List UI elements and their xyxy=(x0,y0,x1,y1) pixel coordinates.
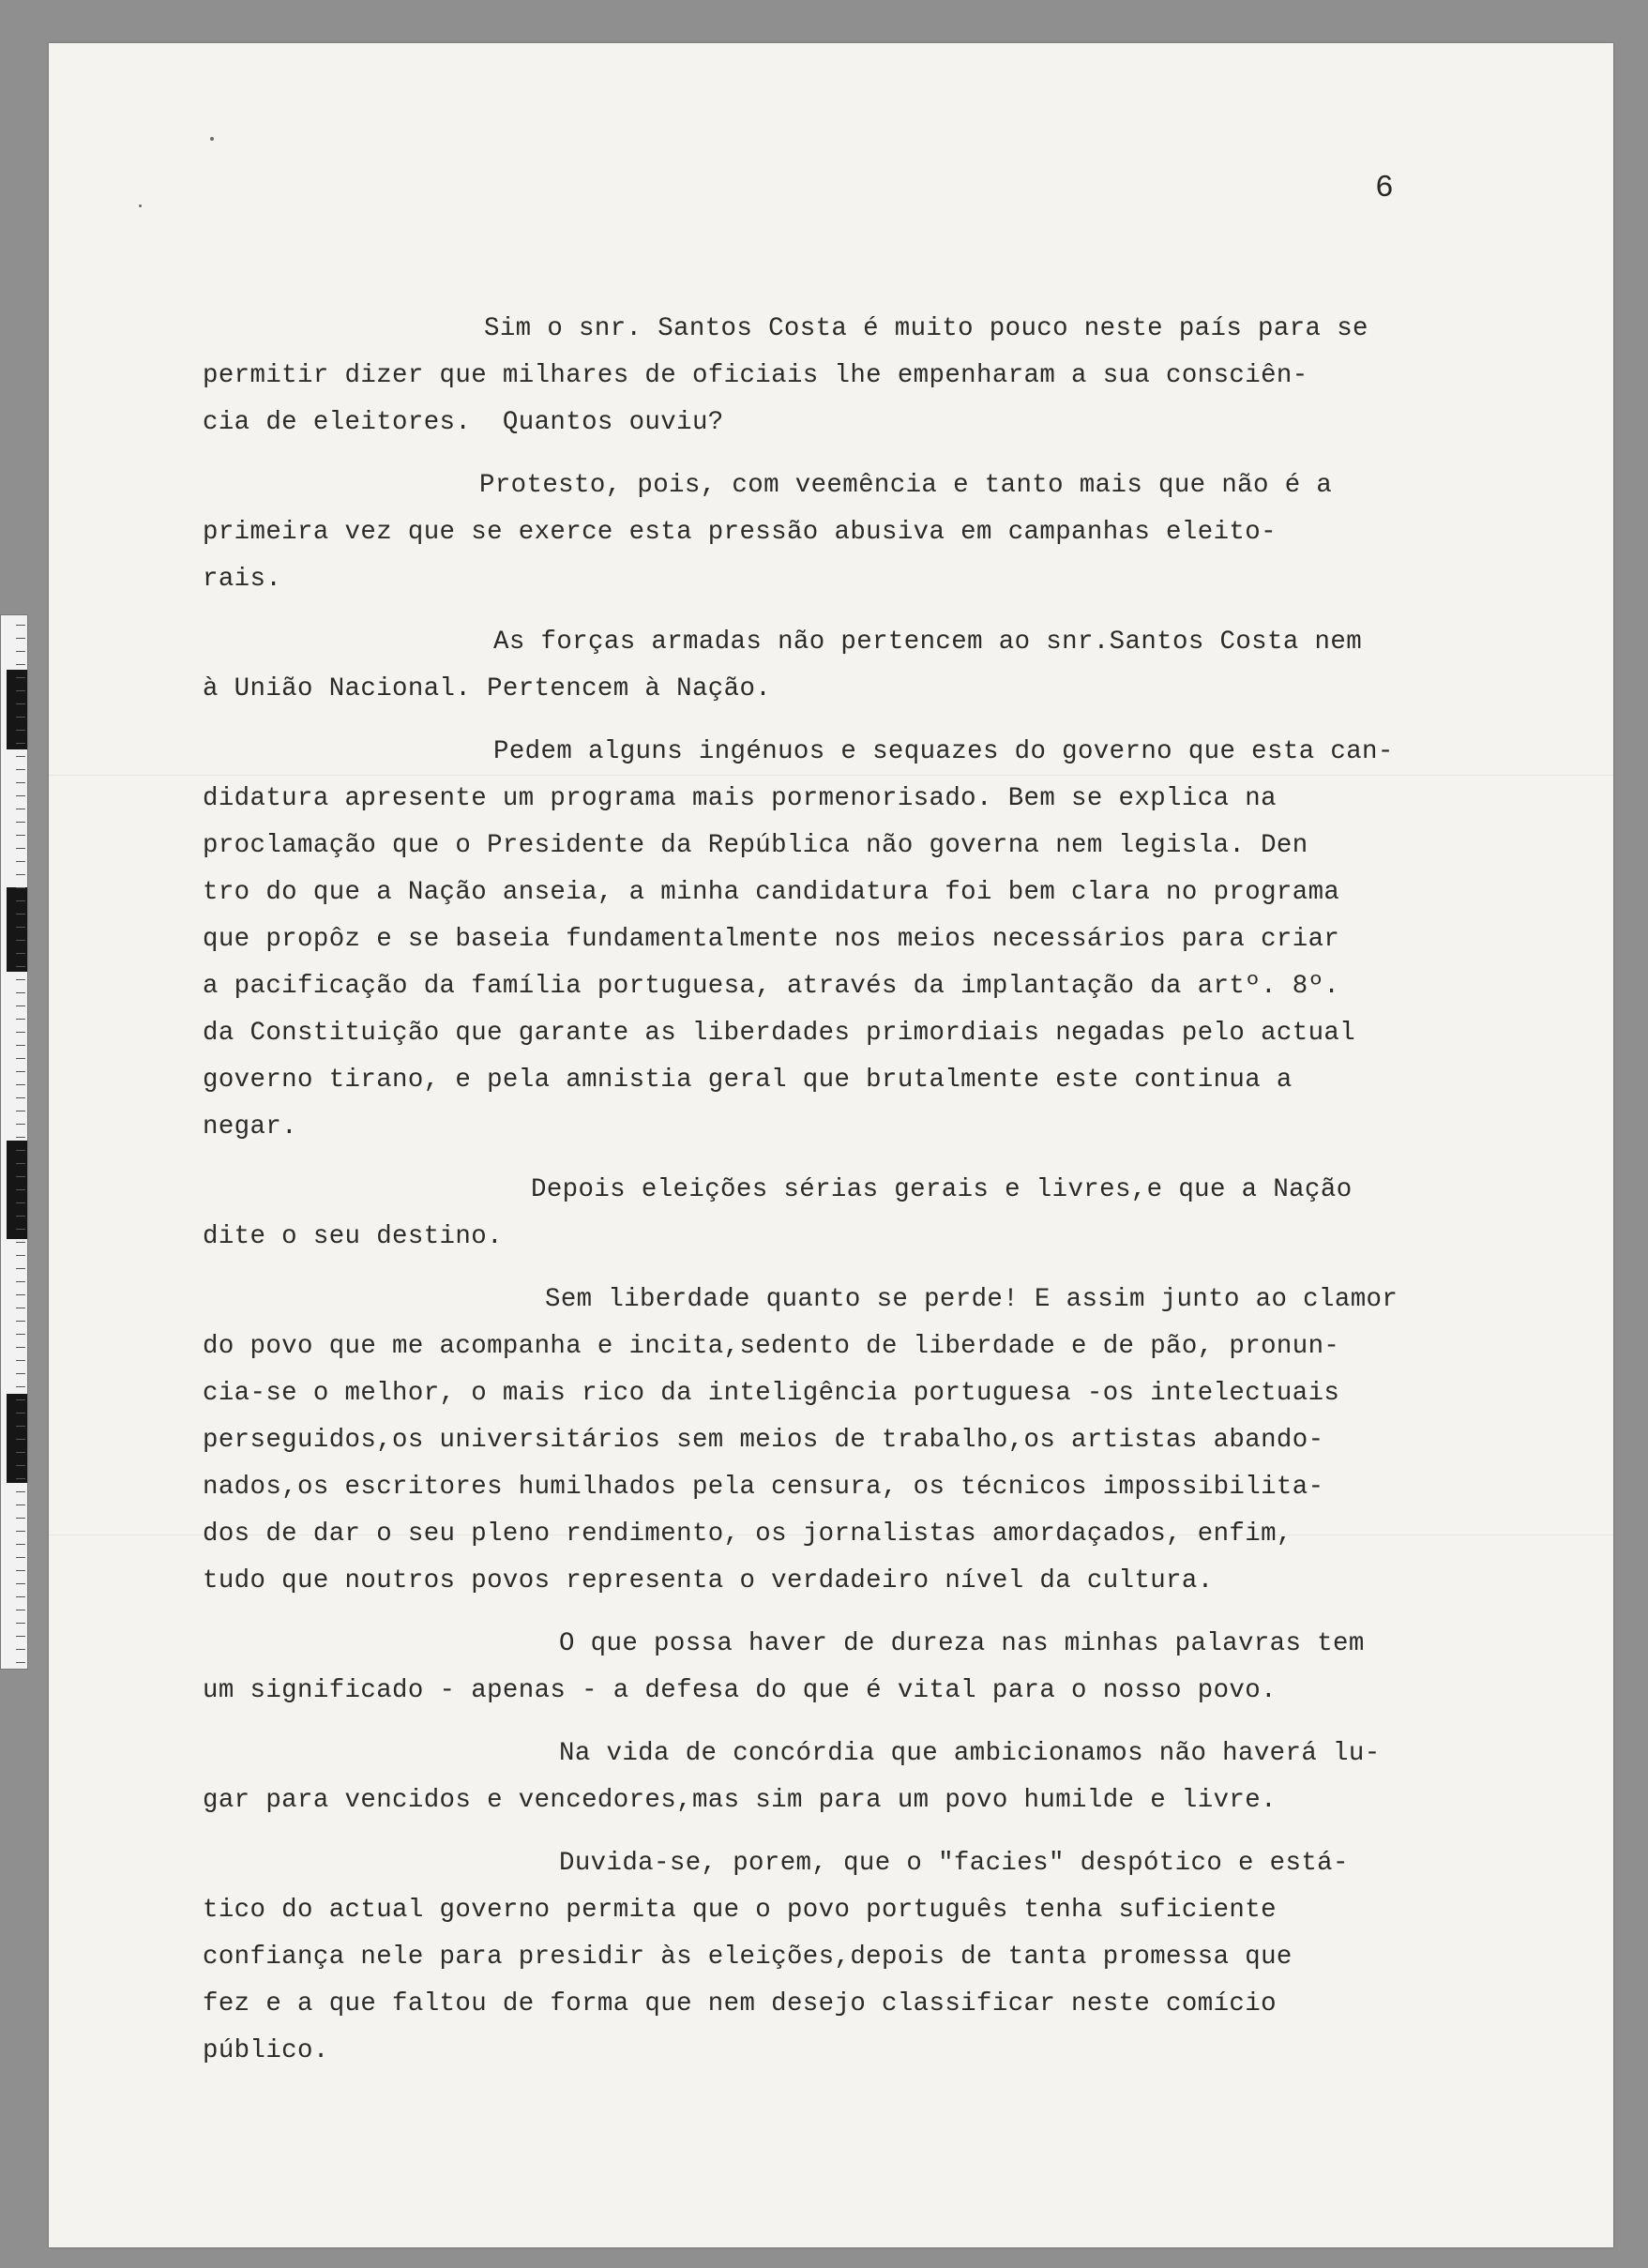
text-line: Sim o snr. Santos Costa é muito pouco neste país para se xyxy=(484,314,1368,343)
ruler-tick xyxy=(16,730,25,731)
ruler-tick xyxy=(16,1439,25,1440)
ruler-tick xyxy=(16,992,25,993)
text-line: rais. xyxy=(203,565,282,594)
text-line: primeira vez que se exerce esta pressão abusiva em campanhas eleito- xyxy=(203,518,1277,547)
text-line: As forças armadas não pertencem ao snr.Santos Costa nem xyxy=(493,627,1363,657)
ruler-tick xyxy=(16,664,25,665)
page-number: 6 xyxy=(1375,171,1394,205)
ruler-tick xyxy=(16,638,25,639)
typed-letter-body xyxy=(203,306,1516,2091)
ruler-tick xyxy=(16,953,25,954)
text-line: que propôz e se baseia fundamentalmente nos meios necessários para criar xyxy=(203,925,1340,954)
text-line: Duvida-se, porem, que o "facies" despótico e está- xyxy=(559,1849,1349,1878)
ruler-tick xyxy=(16,1163,25,1164)
text-line: público. xyxy=(203,2036,329,2065)
paragraph xyxy=(203,619,1516,713)
text-line: Pedem alguns ingénuos e sequazes do governo que esta can- xyxy=(493,737,1394,766)
text-line: um significado - apenas - a defesa do que é vital para o nosso povo. xyxy=(203,1676,1277,1705)
text-line: confiança nele para presidir às eleições,depois de tanta promessa que xyxy=(203,1943,1293,1972)
ruler-tick xyxy=(16,1373,25,1374)
ruler-tick xyxy=(16,966,25,967)
ruler-tick xyxy=(16,1137,25,1138)
ruler-tick xyxy=(16,1334,25,1335)
ruler-tick xyxy=(16,677,25,678)
ruler-tick xyxy=(16,1321,25,1322)
text-line: dite o seu destino. xyxy=(203,1222,503,1251)
text-line: gar para vencidos e vencedores,mas sim para um povo humilde e livre. xyxy=(203,1786,1277,1815)
ruler-tick xyxy=(16,940,25,941)
text-line: Depois eleições sérias gerais e livres,e que a Nação xyxy=(531,1175,1353,1204)
ruler-tick xyxy=(16,1426,25,1427)
text-line: perseguidos,os universitários sem meios de trabalho,os artistas abando- xyxy=(203,1426,1324,1455)
ruler-tick xyxy=(16,795,25,796)
ruler-tick xyxy=(16,1504,25,1505)
ruler-tick xyxy=(16,861,25,862)
text-line: permitir dizer que milhares de oficiais lhe empenharam a sua consciên- xyxy=(203,361,1308,390)
ruler-tick xyxy=(16,1596,25,1597)
text-line: cia de eleitores. Quantos ouviu? xyxy=(203,408,724,437)
paper-speck xyxy=(139,204,142,207)
ruler-tick xyxy=(16,1058,25,1059)
ruler-tick xyxy=(16,690,25,691)
text-line: fez e a que faltou de forma que nem desejo classificar neste comício xyxy=(203,1989,1277,2019)
ruler-tick xyxy=(16,756,25,757)
paragraph xyxy=(203,306,1516,446)
ruler-tick xyxy=(16,1268,25,1269)
ruler-tick xyxy=(16,835,25,836)
ruler-tick xyxy=(16,1242,25,1243)
ruler-tick xyxy=(16,1176,25,1177)
text-line: da Constituição que garante as liberdades primordiais negadas pelo actual xyxy=(203,1019,1356,1048)
ruler-tick xyxy=(16,1544,25,1545)
ruler-tick xyxy=(16,1084,25,1085)
ruler-tick xyxy=(16,651,25,652)
ruler-tick xyxy=(16,1531,25,1532)
ruler-tick xyxy=(16,914,25,915)
paragraph xyxy=(203,1277,1516,1605)
paragraph xyxy=(203,729,1516,1151)
ruler-tick xyxy=(16,1189,25,1190)
ruler-tick xyxy=(16,1045,25,1046)
paragraph xyxy=(203,1621,1516,1715)
ruler-tick xyxy=(16,822,25,823)
ruler-block xyxy=(7,670,27,749)
ruler-tick xyxy=(16,848,25,849)
ruler-tick xyxy=(16,1347,25,1348)
ruler-tick xyxy=(16,1662,25,1663)
text-line: cia-se o melhor, o mais rico da inteligência portuguesa -os intelectuais xyxy=(203,1379,1340,1408)
ruler-tick xyxy=(16,1583,25,1584)
ruler-tick xyxy=(16,1229,25,1230)
ruler-tick xyxy=(16,1019,25,1020)
ruler-tick xyxy=(16,1518,25,1519)
text-line: Protesto, pois, com veemência e tanto mais que não é a xyxy=(479,471,1333,500)
ruler-tick xyxy=(16,1570,25,1571)
ruler-tick xyxy=(16,1360,25,1361)
ruler-tick xyxy=(16,1005,25,1006)
ruler-tick xyxy=(16,1636,25,1637)
text-line: didatura apresente um programa mais pormenorisado. Bem se explica na xyxy=(203,784,1277,813)
ruler-tick xyxy=(16,717,25,718)
text-line: Na vida de concórdia que ambicionamos não haverá lu- xyxy=(559,1739,1381,1768)
paper-speck xyxy=(210,137,214,141)
ruler-tick xyxy=(16,1465,25,1466)
text-line: negar. xyxy=(203,1112,298,1142)
text-line: proclamação que o Presidente da República não governa nem legisla. Den xyxy=(203,831,1308,860)
text-line: tudo que noutros povos representa o verdadeiro nível da cultura. xyxy=(203,1566,1214,1595)
ruler-tick xyxy=(16,625,25,626)
text-line: do povo que me acompanha e incita,sedento de liberdade e de pão, pronun- xyxy=(203,1332,1340,1361)
text-line: governo tirano, e pela amnistia geral que brutalmente este continua a xyxy=(203,1066,1293,1095)
ruler-tick xyxy=(16,703,25,704)
ruler-tick xyxy=(16,900,25,901)
ruler-tick xyxy=(16,1124,25,1125)
ruler-tick xyxy=(16,1097,25,1098)
ruler-tick xyxy=(16,1413,25,1414)
ruler-tick xyxy=(16,1216,25,1217)
text-line: tico do actual governo permita que o povo português tenha suficiente xyxy=(203,1896,1277,1925)
ruler-tick xyxy=(16,1294,25,1295)
text-line: Sem liberdade quanto se perde! E assim junto ao clamor xyxy=(545,1285,1399,1314)
text-line: O que possa haver de dureza nas minhas palavras tem xyxy=(559,1629,1365,1658)
ruler-tick xyxy=(16,1150,25,1151)
ruler-tick xyxy=(16,1202,25,1203)
ruler-tick xyxy=(16,1071,25,1072)
ruler-tick xyxy=(16,1649,25,1650)
ruler-tick xyxy=(16,769,25,770)
ruler-tick xyxy=(16,887,25,888)
ruler-tick xyxy=(16,1399,25,1400)
ruler-tick xyxy=(16,782,25,783)
ruler-tick xyxy=(16,1255,25,1256)
ruler-tick xyxy=(16,979,25,980)
ruler-tick xyxy=(16,1491,25,1492)
text-line: à União Nacional. Pertencem à Nação. xyxy=(203,674,772,703)
ruler-tick xyxy=(16,1557,25,1558)
paragraph xyxy=(203,1731,1516,1824)
ruler-tick xyxy=(16,1386,25,1387)
ruler-tick xyxy=(16,1478,25,1479)
text-line: nados,os escritores humilhados pela censura, os técnicos impossibilita- xyxy=(203,1473,1324,1502)
ruler-tick xyxy=(16,1281,25,1282)
ruler-tick xyxy=(16,1623,25,1624)
ruler-tick xyxy=(16,874,25,875)
paragraph xyxy=(203,1840,1516,2075)
text-line: dos de dar o seu pleno rendimento, os jornalistas amordaçados, enfim, xyxy=(203,1520,1293,1549)
text-line: a pacificação da família portuguesa, através da implantação da artº. 8º. xyxy=(203,972,1340,1001)
scale-ruler xyxy=(0,614,28,1670)
text-line: tro do que a Nação anseia, a minha candidatura foi bem clara no programa xyxy=(203,878,1340,907)
paragraph xyxy=(203,462,1516,603)
ruler-tick xyxy=(16,743,25,744)
ruler-tick xyxy=(16,1452,25,1453)
ruler-tick xyxy=(16,1032,25,1033)
paragraph xyxy=(203,1167,1516,1261)
ruler-tick xyxy=(16,927,25,928)
